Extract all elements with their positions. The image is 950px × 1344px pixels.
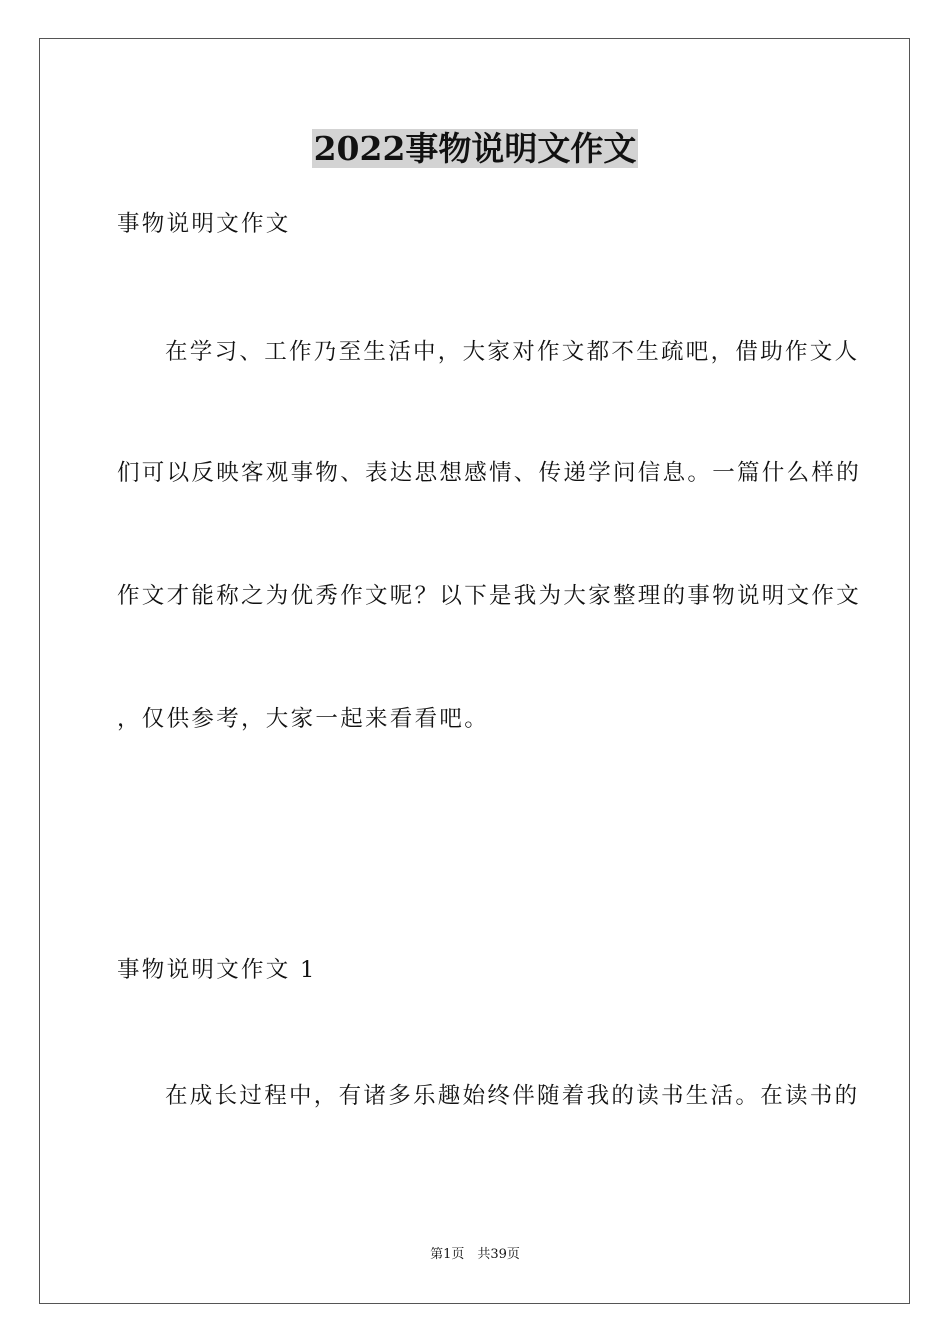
section-paragraph-line: 在成长过程中，有诸多乐趣始终伴随着我的读书生活。在读书的 <box>165 1083 860 1109</box>
page-number-footer: 第1页 共39页 <box>430 1247 520 1262</box>
intro-paragraph-line: 在学习、工作乃至生活中，大家对作文都不生疏吧，借助作文人 <box>165 339 860 365</box>
document-subtitle: 事物说明文作文 <box>117 211 291 237</box>
section-heading: 事物说明文作文 1 <box>117 957 317 983</box>
document-title: 2022事物说明文作文 <box>313 129 637 168</box>
intro-paragraph-line: 们可以反映客观事物、表达思想感情、传递学问信息。一篇什么样的 <box>117 460 862 486</box>
intro-paragraph-line: 作文才能称之为优秀作文呢？以下是我为大家整理的事物说明文作文 <box>117 583 862 609</box>
intro-paragraph-line: ，仅供参考，大家一起来看看吧。 <box>117 706 490 732</box>
